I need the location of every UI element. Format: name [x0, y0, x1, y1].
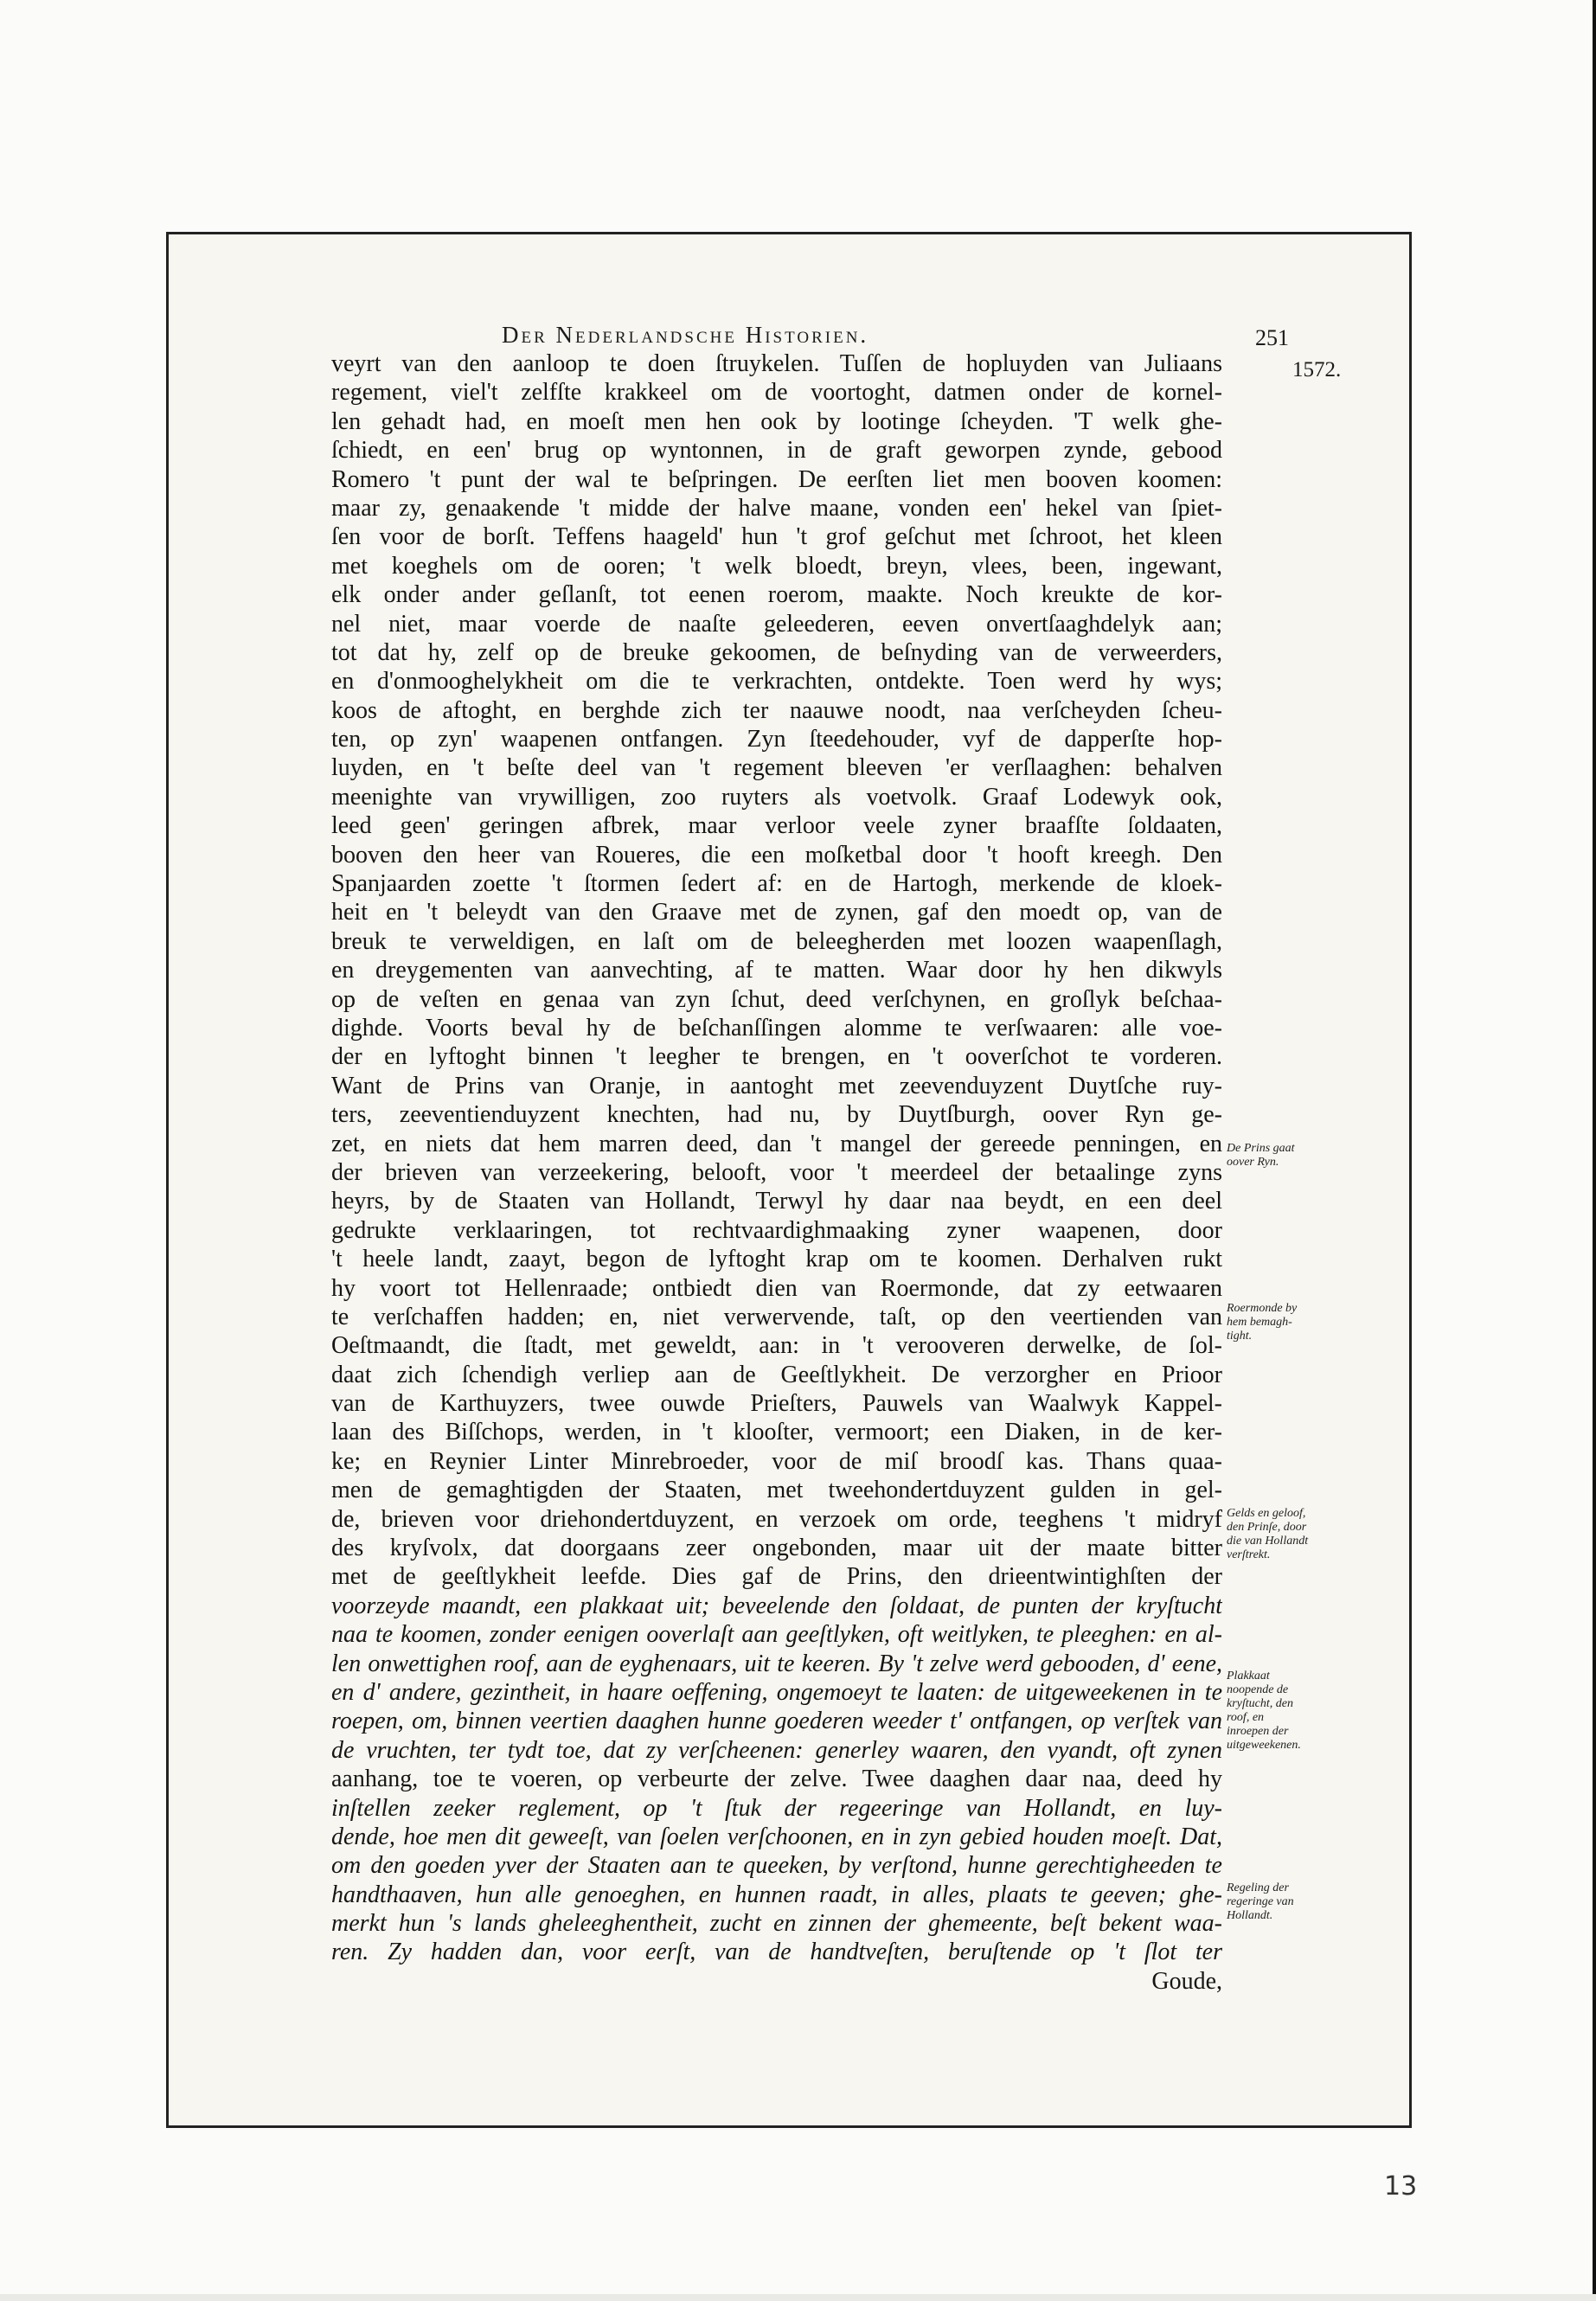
margin-note: Regeling der regeringe van Hollandt.	[1227, 1881, 1294, 1922]
text-line: 't heele landt, zaayt, begon de lyftoght krap om te koomen. Derhalven rukt	[331, 1246, 1222, 1273]
text-line: der en lyftoght binnen 't leegher te brengen, en 't ooverſchot te vorderen.	[331, 1043, 1222, 1071]
text-line: booven den heer van Roueres, die een moſketbal door 't hooft kreegh. Den	[331, 841, 1222, 868]
text-line: des kryſvolx, dat doorgaans zeer ongebonden, maar uit der maate bitter	[331, 1535, 1222, 1562]
text-line: dende, hoe men dit geweeſt, van ſoelen verſchoonen, en in zyn gebied houden moeſt. Dat,	[331, 1823, 1222, 1850]
text-line: heit en 't beleydt van den Graave met de zynen, gaf den moedt op, van de	[331, 899, 1222, 926]
text-line: luyden, en 't beſte deel van 't regement bleeven 'er verſlaaghen: behalven	[331, 754, 1222, 782]
text-line: roepen, om, binnen veertien daaghen hunne goederen weeder t' ontfangen, op verſtek van	[331, 1708, 1222, 1735]
page-number: 13	[1384, 2171, 1418, 2202]
text-line: hy voort tot Hellenraade; ontbiedt dien van Roermonde, dat zy eetwaaren	[331, 1274, 1222, 1302]
text-line: veyrt van den aanloop te doen ſtruykelen. Tuſſen de hopluyden van Juliaans	[331, 350, 1222, 377]
text-line: len onwettighen roof, aan de eyghenaars, uit te keeren. By 't zelve werd gebooden, d' eene,	[331, 1650, 1222, 1677]
text-line: elk onder ander geſlanſt, tot eenen roerom, maakte. Noch kreukte de kor-	[331, 581, 1222, 609]
margin-note: Plakkaat noopende de kryſtucht, den roof, en inroepen der uitgeweekenen.	[1227, 1670, 1301, 1752]
text-line: en dreygementen van aanvechting, af te matten. Waar door hy hen dikwyls	[331, 957, 1222, 984]
text-line: ren. Zy hadden dan, voor eerſt, van de handtveſten, beruſtende op 't ſlot ter	[331, 1939, 1222, 1966]
text-line: leed geen' geringen afbrek, maar verloor veele zyner braafſte ſoldaaten,	[331, 812, 1222, 840]
margin-note: De Prins gaat oover Ryn.	[1227, 1142, 1295, 1169]
margin-note: Gelds en geloof, den Prinſe, door die van Hollandt verſtrekt.	[1227, 1507, 1309, 1561]
text-line: len gehadt had, en moeſt men hen ook by lootinge ſcheyden. 'T welk ghe-	[331, 407, 1222, 435]
text-line: merkt hun 's lands gheleeghentheit, zucht en zinnen der ghemeente, beſt bekent waa-	[331, 1910, 1222, 1938]
text-line: de, brieven voor driehondertduyzent, en verzoek om orde, teeghens 't midryf	[331, 1505, 1222, 1533]
text-line: met de geeſtlykheit leefde. Dies gaf de Prins, den drieentwintighſten der	[331, 1563, 1222, 1591]
margin-note: Roermonde by hem bemaghtight.	[1227, 1302, 1298, 1343]
text-line: voorzeyde maandt, een plakkaat uit; beveelende den ſoldaat, de punten der kryſtucht	[331, 1592, 1222, 1619]
text-line: zet, en niets dat hem marren deed, dan 't mangel der gereede penningen, en	[331, 1130, 1222, 1157]
text-line: de vruchten, ter tydt toe, dat zy verſcheenen: generley waaren, den vyandt, oft zynen	[331, 1736, 1222, 1764]
text-line: ters, zeeventienduyzent knechten, had nu, by Duytſburgh, oover Ryn ge-	[331, 1101, 1222, 1129]
text-line: Want de Prins van Oranje, in aantoght met zeevenduyzent Duytſche ruy-	[331, 1072, 1222, 1099]
text-line: en d'onmooghelykheit om die te verkrachten, ontdekte. Toen werd hy wys;	[331, 668, 1222, 695]
text-line: tot dat hy, zelf op de breuke gekoomen, de beſnyding van de verweerders,	[331, 638, 1222, 666]
text-line: nel niet, maar voerde de naaſte geleederen, eeven onvertſaaghdelyk aan;	[331, 610, 1222, 638]
text-line: dighde. Voorts beval hy de beſchanſſingen alomme te verſwaaren: alle voe-	[331, 1014, 1222, 1042]
text-line: maar zy, genaakende 't midde der halve maane, vonden een' hekel van ſpiet-	[331, 494, 1222, 522]
text-line: aanhang, toe te voeren, op verbeurte der zelve. Twee daaghen daar naa, deed hy	[331, 1766, 1222, 1793]
text-line: laan des Biſſchops, werden, in 't klooſter, vermoort; een Diaken, in de ker-	[331, 1419, 1222, 1446]
text-line: men de gemaghtigden der Staaten, met tweehondertduyzent gulden in gel-	[331, 1477, 1222, 1504]
text-line: heyrs, by de Staaten van Hollandt, Terwyl hy daar naa beydt, en een deel	[331, 1188, 1222, 1215]
text-line: ſchiedt, en een' brug op wyntonnen, in de graft geworpen zynde, gebood	[331, 437, 1222, 465]
text-line: op de veſten en genaa van zyn ſchut, deed verſchynen, en groſlyk beſchaa-	[331, 985, 1222, 1013]
text-line: breuk te verweldigen, en laſt om de beleegherden met loozen waapenſlagh,	[331, 927, 1222, 955]
text-line: Oeſtmaandt, die ſtadt, met geweldt, aan: in 't verooveren derwelke, de ſol-	[331, 1332, 1222, 1360]
text-line: daat zich ſchendigh verliep aan de Geeſtlykheit. De verzorgher en Prioor	[331, 1361, 1222, 1388]
text-line: en d' andere, gezintheit, in haare oeffening, ongemoeyt te laaten: de uitgeweekenen in te	[331, 1678, 1222, 1706]
running-head	[329, 322, 1289, 353]
text-line: Goude,	[1151, 1967, 1222, 1995]
text-line: Spanjaarden zoette 't ſtormen ſedert af: en de Hartogh, merkende de kloek-	[331, 870, 1222, 898]
body-text	[331, 349, 1222, 1996]
text-line: koos de aftoght, en berghde zich ter naauwe noodt, naa verſcheyden ſcheu-	[331, 696, 1222, 724]
scan-edge-bottom	[0, 2294, 1596, 2301]
text-line: regement, viel't zelfſte krakkeel om de voortoght, datmen onder de kornel-	[331, 379, 1222, 407]
text-line: te verſchaffen hadden; en, niet verwervende, taſt, op den veertienden van	[331, 1303, 1222, 1330]
text-line: naa te koomen, zonder eenigen ooverlaſt aan geeſtlyken, oft weitlyken, te pleeghen: en al-	[331, 1621, 1222, 1649]
text-line: om den goeden yver der Staaten aan te queeken, by verſtond, hunne gerechtigheeden te	[331, 1852, 1222, 1880]
text-line: van de Karthuyzers, twee ouwde Prieſters, Pauwels van Waalwyk Kappel-	[331, 1390, 1222, 1418]
text-line: ke; en Reynier Linter Minrebroeder, voor de miſ broodſ kas. Thans quaa-	[331, 1447, 1222, 1475]
margin-year: 1572.	[1292, 358, 1342, 381]
text-line: met koeghels om de ooren; 't welk bloedt, breyn, vlees, been, ingewant,	[331, 552, 1222, 580]
text-line: inſtellen zeeker reglement, op 't ſtuk der regeeringe van Hollandt, en luy-	[331, 1794, 1222, 1822]
running-head-title: Der Nederlandsche Historien.	[502, 322, 869, 348]
text-line: Romero 't punt der wal te beſpringen. De eerſten liet men booven koomen:	[331, 465, 1222, 493]
text-line: ten, op zyn' waapenen ontfangen. Zyn ſteedehouder, vyf de dapperſte hop-	[331, 726, 1222, 753]
text-line: meenighte van vrywilligen, zoo ruyters als voetvolk. Graaf Lodewyk ook,	[331, 783, 1222, 811]
text-line: der brieven van verzeekering, belooft, voor 't meerdeel der betaalinge zyns	[331, 1158, 1222, 1186]
folio-number: 251	[1255, 325, 1289, 350]
text-line: gedrukte verklaaringen, tot rechtvaardighmaaking zyner waapenen, door	[331, 1216, 1222, 1244]
text-line: ſen voor de borſt. Teffens haageld' hun 't grof geſchut met ſchroot, het kleen	[331, 523, 1222, 551]
text-line: handthaaven, hun alle genoeghen, en hunnen raadt, in alles, plaats te geeven; ghe-	[331, 1881, 1222, 1908]
scan-edge-right	[1593, 0, 1596, 2301]
